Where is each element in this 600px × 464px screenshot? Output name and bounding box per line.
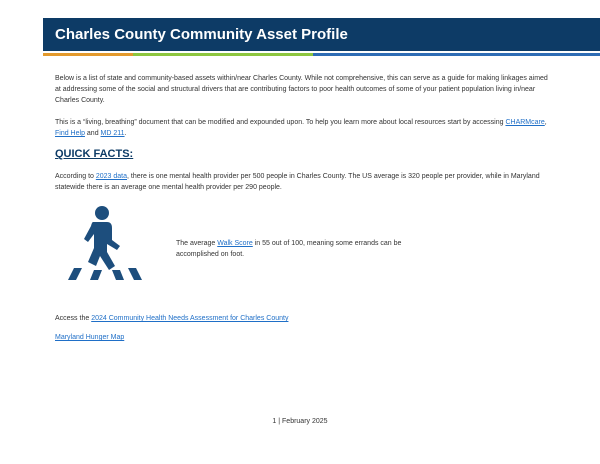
page-title: Charles County Community Asset Profile bbox=[55, 26, 348, 43]
walk-text: in 55 out of 100, meaning some errands can be accomplished on foot. bbox=[176, 240, 402, 258]
accent-stripe-blue bbox=[313, 53, 600, 56]
hunger-map-line bbox=[55, 332, 555, 343]
data-2023-link[interactable]: 2023 data bbox=[95, 173, 128, 180]
fact-text: According to bbox=[55, 173, 96, 180]
header-banner bbox=[43, 18, 600, 51]
md-211-link[interactable]: MD 211 bbox=[100, 130, 125, 137]
walk-text: The average bbox=[176, 240, 218, 247]
access-text: Access the bbox=[55, 315, 92, 322]
fact-text: , there is one mental health provider per 500 people in Charles County. The US average is 320 people per provider, while in Maryland statewide there is an average one mental health provider per 290 people. bbox=[55, 173, 540, 191]
charmcare-link[interactable]: CHARMcare bbox=[505, 119, 545, 126]
page-footer: 1 | February 2025 bbox=[272, 418, 328, 425]
chna-link[interactable]: 2024 Community Health Needs Assessment for Charles County bbox=[91, 315, 289, 322]
find-help-link[interactable]: Find Help bbox=[55, 130, 85, 137]
resources-paragraph-text: This is a “living, breathing” document that can be modified and expounded upon. To help you learn more about local resources start by accessing bbox=[55, 119, 506, 126]
pedestrian-crosswalk-icon bbox=[60, 204, 142, 282]
accent-stripe-orange bbox=[43, 53, 133, 56]
separator: and bbox=[84, 130, 101, 137]
period: . bbox=[124, 130, 127, 137]
separator: , bbox=[544, 119, 547, 126]
intro-paragraph: Below is a list of state and community-based assets within/near Charles County. While not comprehensive, this can serve as a guide for making linkages aimed at addressing some of the social and structural drivers that are contributing factors to poor health outcomes of some of your patient population living in/near Charles County. bbox=[55, 75, 548, 104]
resources-paragraph bbox=[55, 117, 555, 139]
accent-stripe-green bbox=[133, 53, 313, 56]
chna-line bbox=[55, 313, 555, 324]
quick-facts-heading: QUICK FACTS: bbox=[55, 148, 134, 160]
maryland-hunger-map-link[interactable]: Maryland Hunger Map bbox=[55, 334, 125, 341]
walk-score-fact bbox=[176, 238, 426, 260]
mental-health-fact bbox=[55, 171, 555, 193]
walk-score-link[interactable]: Walk Score bbox=[217, 240, 253, 247]
